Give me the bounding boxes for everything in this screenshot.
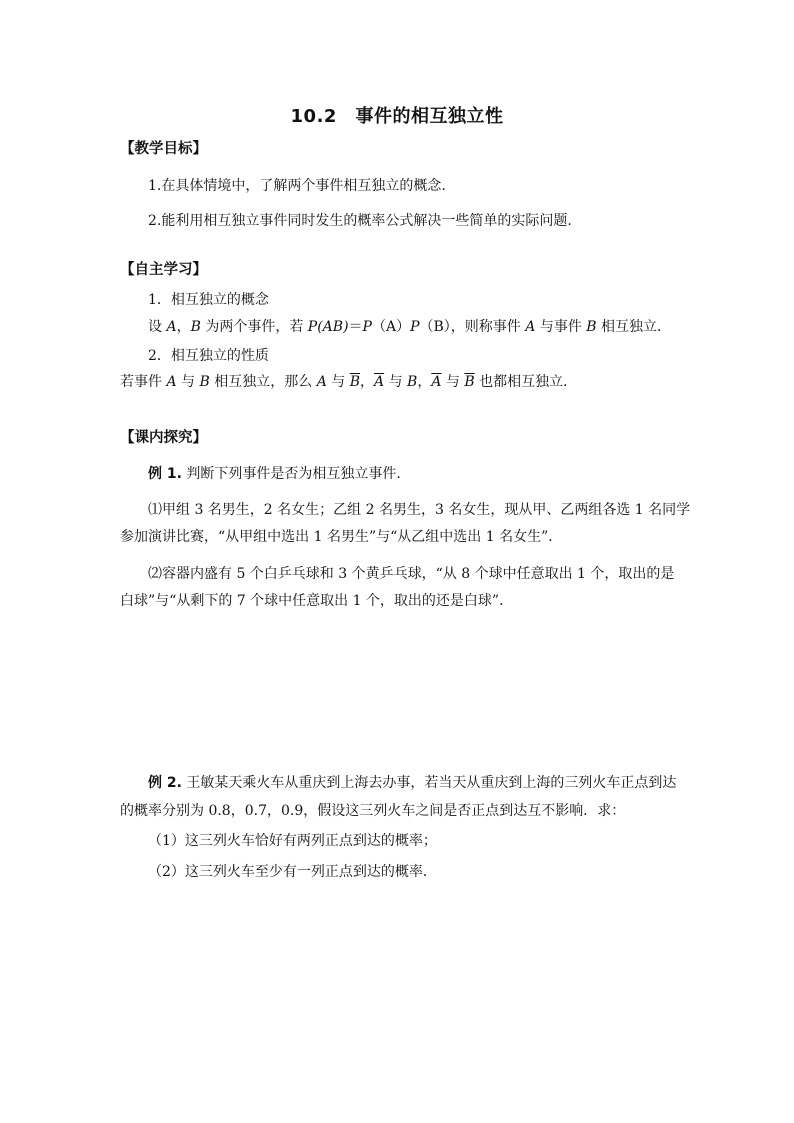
- var-a: A: [525, 319, 536, 335]
- self-study-item2-body: [120, 371, 577, 391]
- example-1-q1-line1: ⑴甲组 3 名男生，2 名女生；乙组 2 名男生，3 名女生，现从甲、乙两组各选 1 名同学: [148, 502, 691, 518]
- text-run: 与: [176, 374, 200, 390]
- var-a-complement: $\overline{A}$: [431, 374, 442, 390]
- section-heading-self-study: 【自主学习】: [120, 262, 207, 278]
- text-run: ，: [176, 319, 191, 335]
- objective-item-1: 1.在具体情境中，了解两个事件相互独立的概念.: [148, 178, 446, 194]
- example-1-prompt: [148, 463, 401, 483]
- section-heading-explore: 【课内探究】: [120, 430, 207, 446]
- var-a: A: [316, 374, 327, 390]
- var-a-complement: $\overline{A}$: [374, 374, 385, 390]
- var-b: B: [586, 319, 597, 335]
- var-p: P: [410, 319, 420, 335]
- example-1-q2-line1: ⑵容器内盛有 5 个白乒乓球和 3 个黄乒乓球，“从 8 个球中任意取出 1 个，取出的是: [148, 566, 675, 582]
- example-2-label: 例 2.: [148, 775, 182, 791]
- var-a: A: [166, 319, 177, 335]
- example-1-q2-line2: 白球”与“从剩下的 7 个球中任意取出 1 个，取出的还是白球”．: [120, 593, 514, 609]
- text-run: 与事件: [535, 319, 587, 335]
- example-2-text: 王敏某天乘火车从重庆到上海去办事，若当天从重庆到上海的三列火车正点到达: [181, 775, 677, 791]
- var-b: B: [190, 319, 201, 335]
- text-run: ，: [360, 374, 375, 390]
- self-study-item2-title: 2．相互独立的性质: [148, 348, 269, 364]
- example-2-q1: （1）这三列火车恰好有两列正点到达的概率；: [148, 833, 437, 849]
- text-run: 相互独立．: [596, 319, 672, 335]
- text-run: 与: [441, 374, 465, 390]
- text-run: 与: [326, 374, 350, 390]
- var-b-complement: $\overline{B}$: [464, 374, 475, 390]
- var-b-complement: $\overline{B}$: [349, 374, 361, 390]
- page-title: 10.2 事件的相互独立性: [290, 106, 504, 127]
- text-run: 若事件: [120, 374, 167, 390]
- var-a: A: [166, 374, 177, 390]
- var-p: P: [307, 319, 318, 335]
- text-run: ，: [417, 374, 432, 390]
- var-b: B: [199, 374, 210, 390]
- text-run: （B），则称事件: [419, 319, 526, 335]
- var-p: P: [362, 319, 372, 335]
- example-1-q1-line2: 参加演讲比赛，“从甲组中选出 1 名男生”与“从乙组中选出 1 名女生”．: [120, 529, 563, 545]
- self-study-item1-title: 1．相互独立的概念: [148, 292, 269, 308]
- text-run: 相互独立，那么: [209, 374, 317, 390]
- text-run: ＝: [348, 319, 363, 335]
- self-study-item1-body: [148, 316, 671, 336]
- section-heading-objectives: 【教学目标】: [120, 141, 207, 157]
- example-1-text: 判断下列事件是否为相互独立事件.: [181, 466, 401, 482]
- text-run: 设: [148, 319, 167, 335]
- example-2-line2: 的概率分别为 0.8，0.7，0.9，假设这三列火车之间是否正点到达互不影响．求：: [120, 803, 626, 819]
- example-2-line1: [148, 772, 676, 792]
- text-run: （A）: [371, 319, 411, 335]
- var-b: B: [407, 374, 418, 390]
- objective-item-2: 2.能利用相互独立事件同时发生的概率公式解决一些简单的实际问题.: [148, 213, 572, 229]
- text-run: 也都相互独立．: [474, 374, 578, 390]
- example-1-label: 例 1.: [148, 466, 182, 482]
- text-run: 为两个事件，若: [200, 319, 308, 335]
- var-ab: (AB): [317, 319, 349, 335]
- text-run: 与: [384, 374, 408, 390]
- example-2-q2: （2）这三列火车至少有一列正点到达的概率．: [148, 864, 437, 880]
